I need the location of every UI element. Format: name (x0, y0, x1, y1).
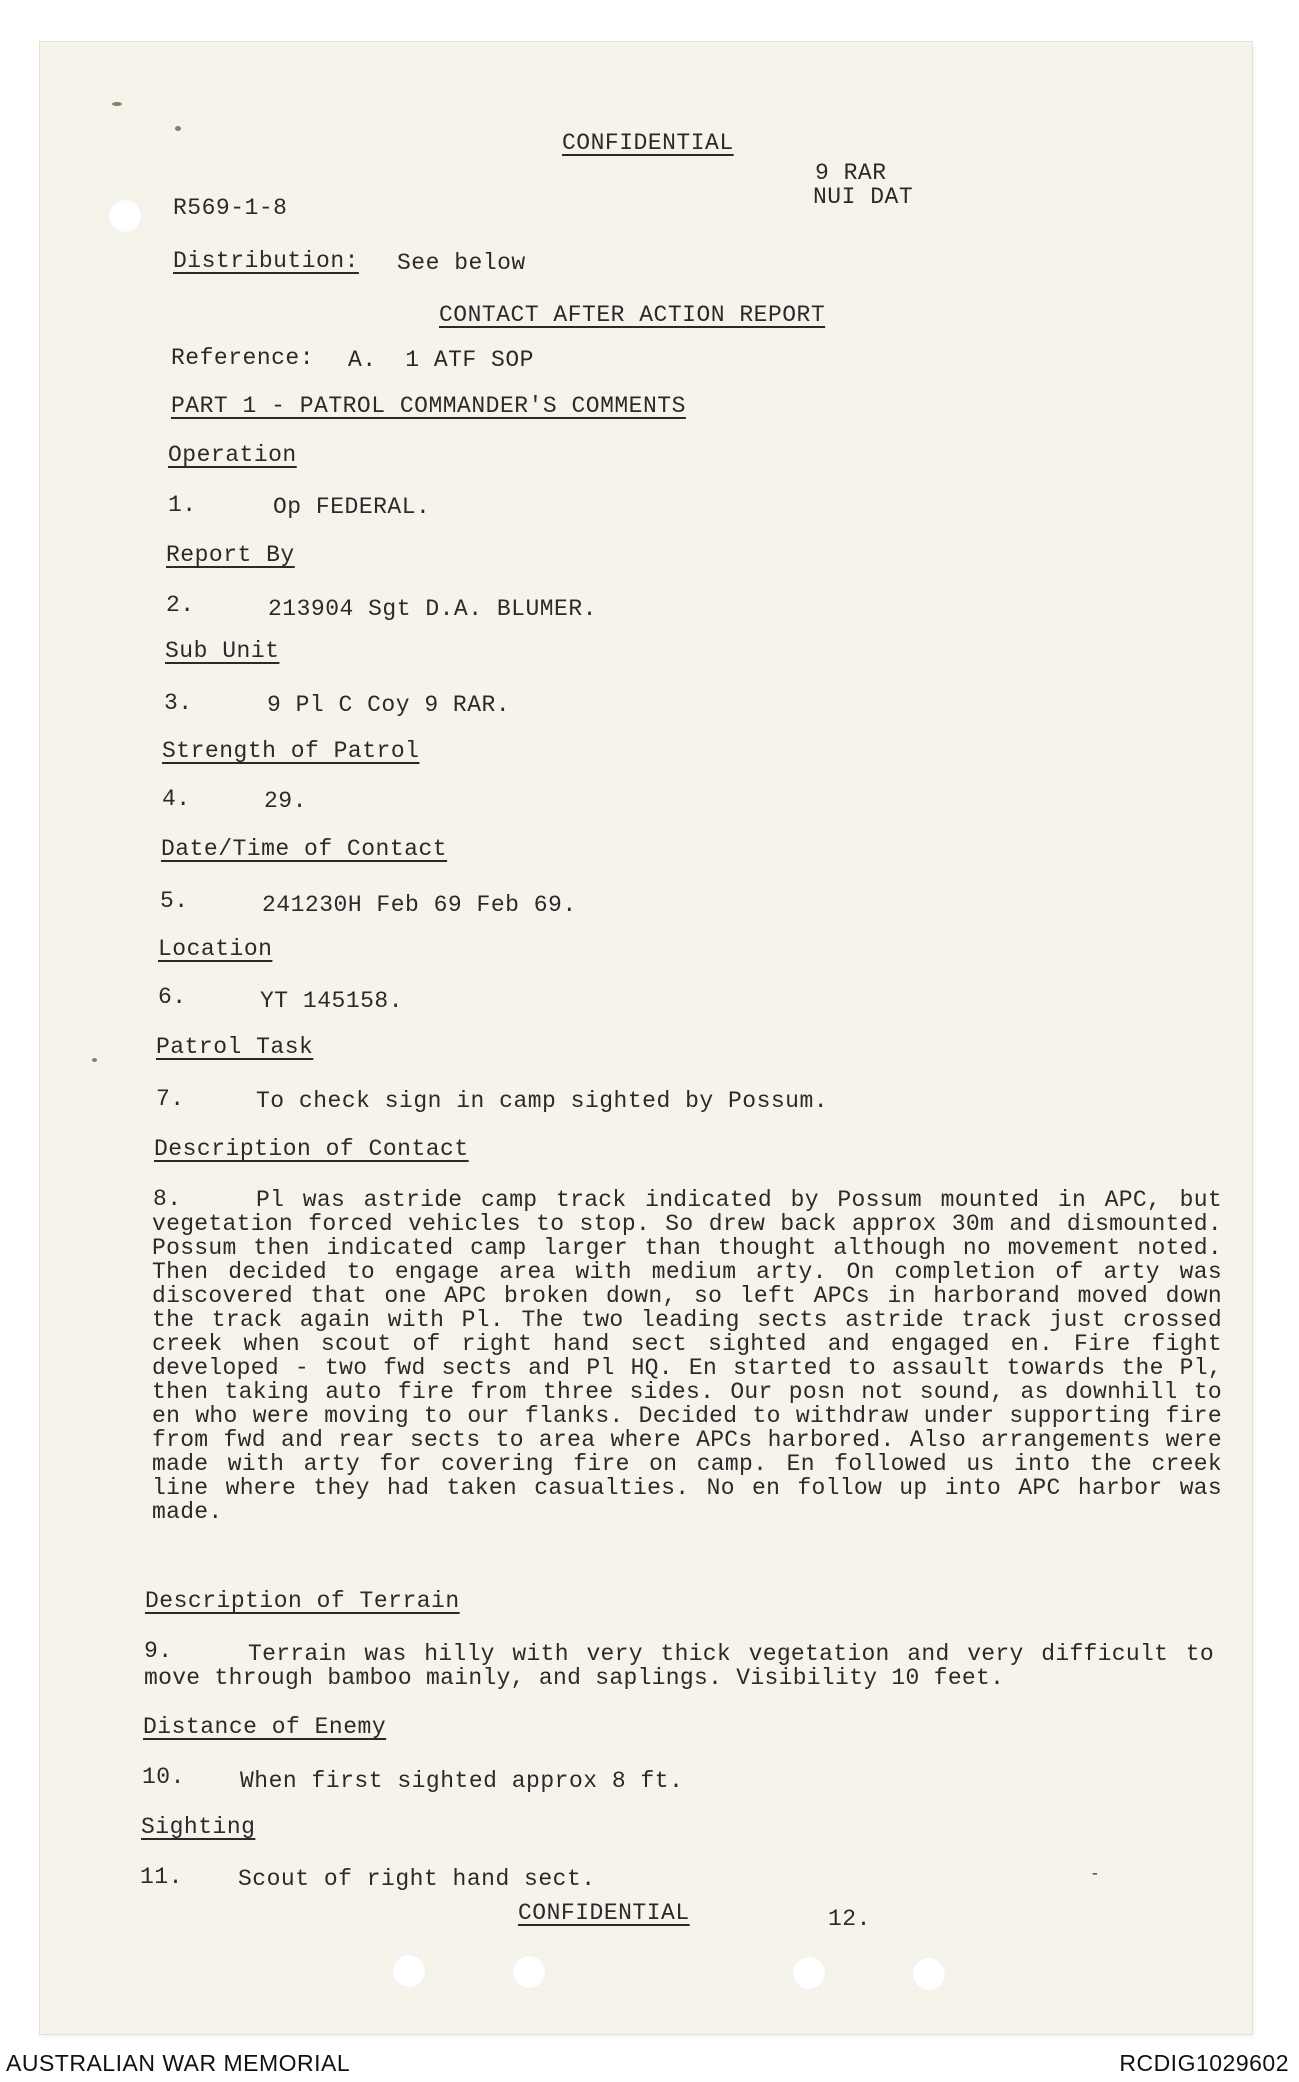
section-text: 9 Pl C Coy 9 RAR. (267, 692, 511, 718)
section-text: 29. (264, 788, 307, 814)
archive-institution: AUSTRALIAN WAR MEMORIAL (6, 2050, 351, 2076)
section-number: 8. (153, 1186, 182, 1212)
punch-hole-bottom-4 (912, 1957, 946, 1991)
section-heading: Strength of Patrol (162, 738, 420, 764)
section-heading: Description of Terrain (145, 1588, 460, 1614)
reference-label: Reference: (171, 345, 315, 371)
section-heading: Report By (166, 542, 295, 568)
section-text: YT 145158. (260, 988, 404, 1014)
distribution-value: See below (397, 250, 526, 276)
document-page (40, 42, 1252, 2034)
unit-name: 9 RAR (815, 160, 887, 186)
section-number: 6. (158, 984, 187, 1010)
section-number: 9. (144, 1638, 173, 1664)
section-heading: Sighting (141, 1814, 256, 1840)
punch-hole-bottom-2 (512, 1955, 546, 1989)
section-heading: Location (158, 936, 273, 962)
paper-mark (92, 1058, 97, 1062)
punch-hole-left (108, 199, 142, 233)
section-paragraph: Terrain was hilly with very thick vegetation and very difficult to move through bamboo mainly, and saplings. Visibility 10 feet. (144, 1641, 1214, 1691)
page-number: 12. (828, 1906, 871, 1932)
section-number: 11. (140, 1864, 183, 1890)
punch-hole-bottom-1 (392, 1954, 426, 1988)
section-number: 1. (168, 492, 197, 518)
section-text: To check sign in camp sighted by Possum. (256, 1088, 829, 1114)
section-text: Op FEDERAL. (273, 494, 431, 520)
section-text: When first sighted approx 8 ft. (240, 1768, 684, 1794)
section-heading: Date/Time of Contact (161, 836, 448, 862)
classification-bottom: CONFIDENTIAL (518, 1900, 690, 1926)
section-paragraph: Pl was astride camp track indicated by Possum mounted in APC, but vegetation forced vehicles to stop. So drew back approx 30m and dismounted. Possum then indicated camp larger than thought although no movement noted. Then decided to engage area with medium arty. On completion of arty was discovered that one APC broken down, so left APCs in harborand moved down the track again with Pl. The two leading sects astride track just crossed creek when scout of right hand sect sighted and engaged en. Fire fight developed - two fwd sects and Pl HQ. En started to assault towards the Pl, then taking auto fire from three sides. Our posn not sound, as downhill to en who were moving to our flanks. Decided to withdraw under supporting fire from fwd and rear sects to area where APCs harbored. Also arrangements were made with arty for covering fire on camp. En followed us into the creek line where they had taken casualties. No en follow up into APC harbor was made. (152, 1187, 1222, 1525)
section-heading: Operation (168, 442, 297, 468)
archive-catalogue-id: RCDIG1029602 (1119, 2050, 1289, 2076)
section-heading: Description of Contact (154, 1136, 469, 1162)
section-heading: Sub Unit (165, 638, 280, 664)
section-number: 4. (162, 786, 191, 812)
section-heading: Distance of Enemy (143, 1714, 387, 1740)
section-heading: Patrol Task (156, 1034, 314, 1060)
section-number: 10. (142, 1764, 185, 1790)
distribution-label: Distribution: (173, 248, 359, 274)
section-number: 7. (156, 1086, 185, 1112)
section-number: 5. (160, 888, 189, 914)
section-text: Scout of right hand sect. (238, 1866, 596, 1892)
unit-location: NUI DAT (813, 184, 914, 210)
section-number: 3. (164, 690, 193, 716)
paper-mark (175, 126, 181, 131)
paper-mark (112, 102, 122, 106)
report-title: CONTACT AFTER ACTION REPORT (439, 302, 826, 328)
section-text: 213904 Sgt D.A. BLUMER. (268, 596, 597, 622)
punch-hole-bottom-3 (792, 1956, 826, 1990)
section-number: 2. (166, 592, 195, 618)
reference-value: A. 1 ATF SOP (348, 347, 534, 373)
classification-top: CONFIDENTIAL (562, 130, 734, 156)
file-reference: R569-1-8 (173, 195, 288, 221)
section-text: 241230H Feb 69 Feb 69. (262, 892, 577, 918)
part-heading: PART 1 - PATROL COMMANDER'S COMMENTS (171, 393, 686, 419)
dash-mark: - (1090, 1865, 1101, 1883)
